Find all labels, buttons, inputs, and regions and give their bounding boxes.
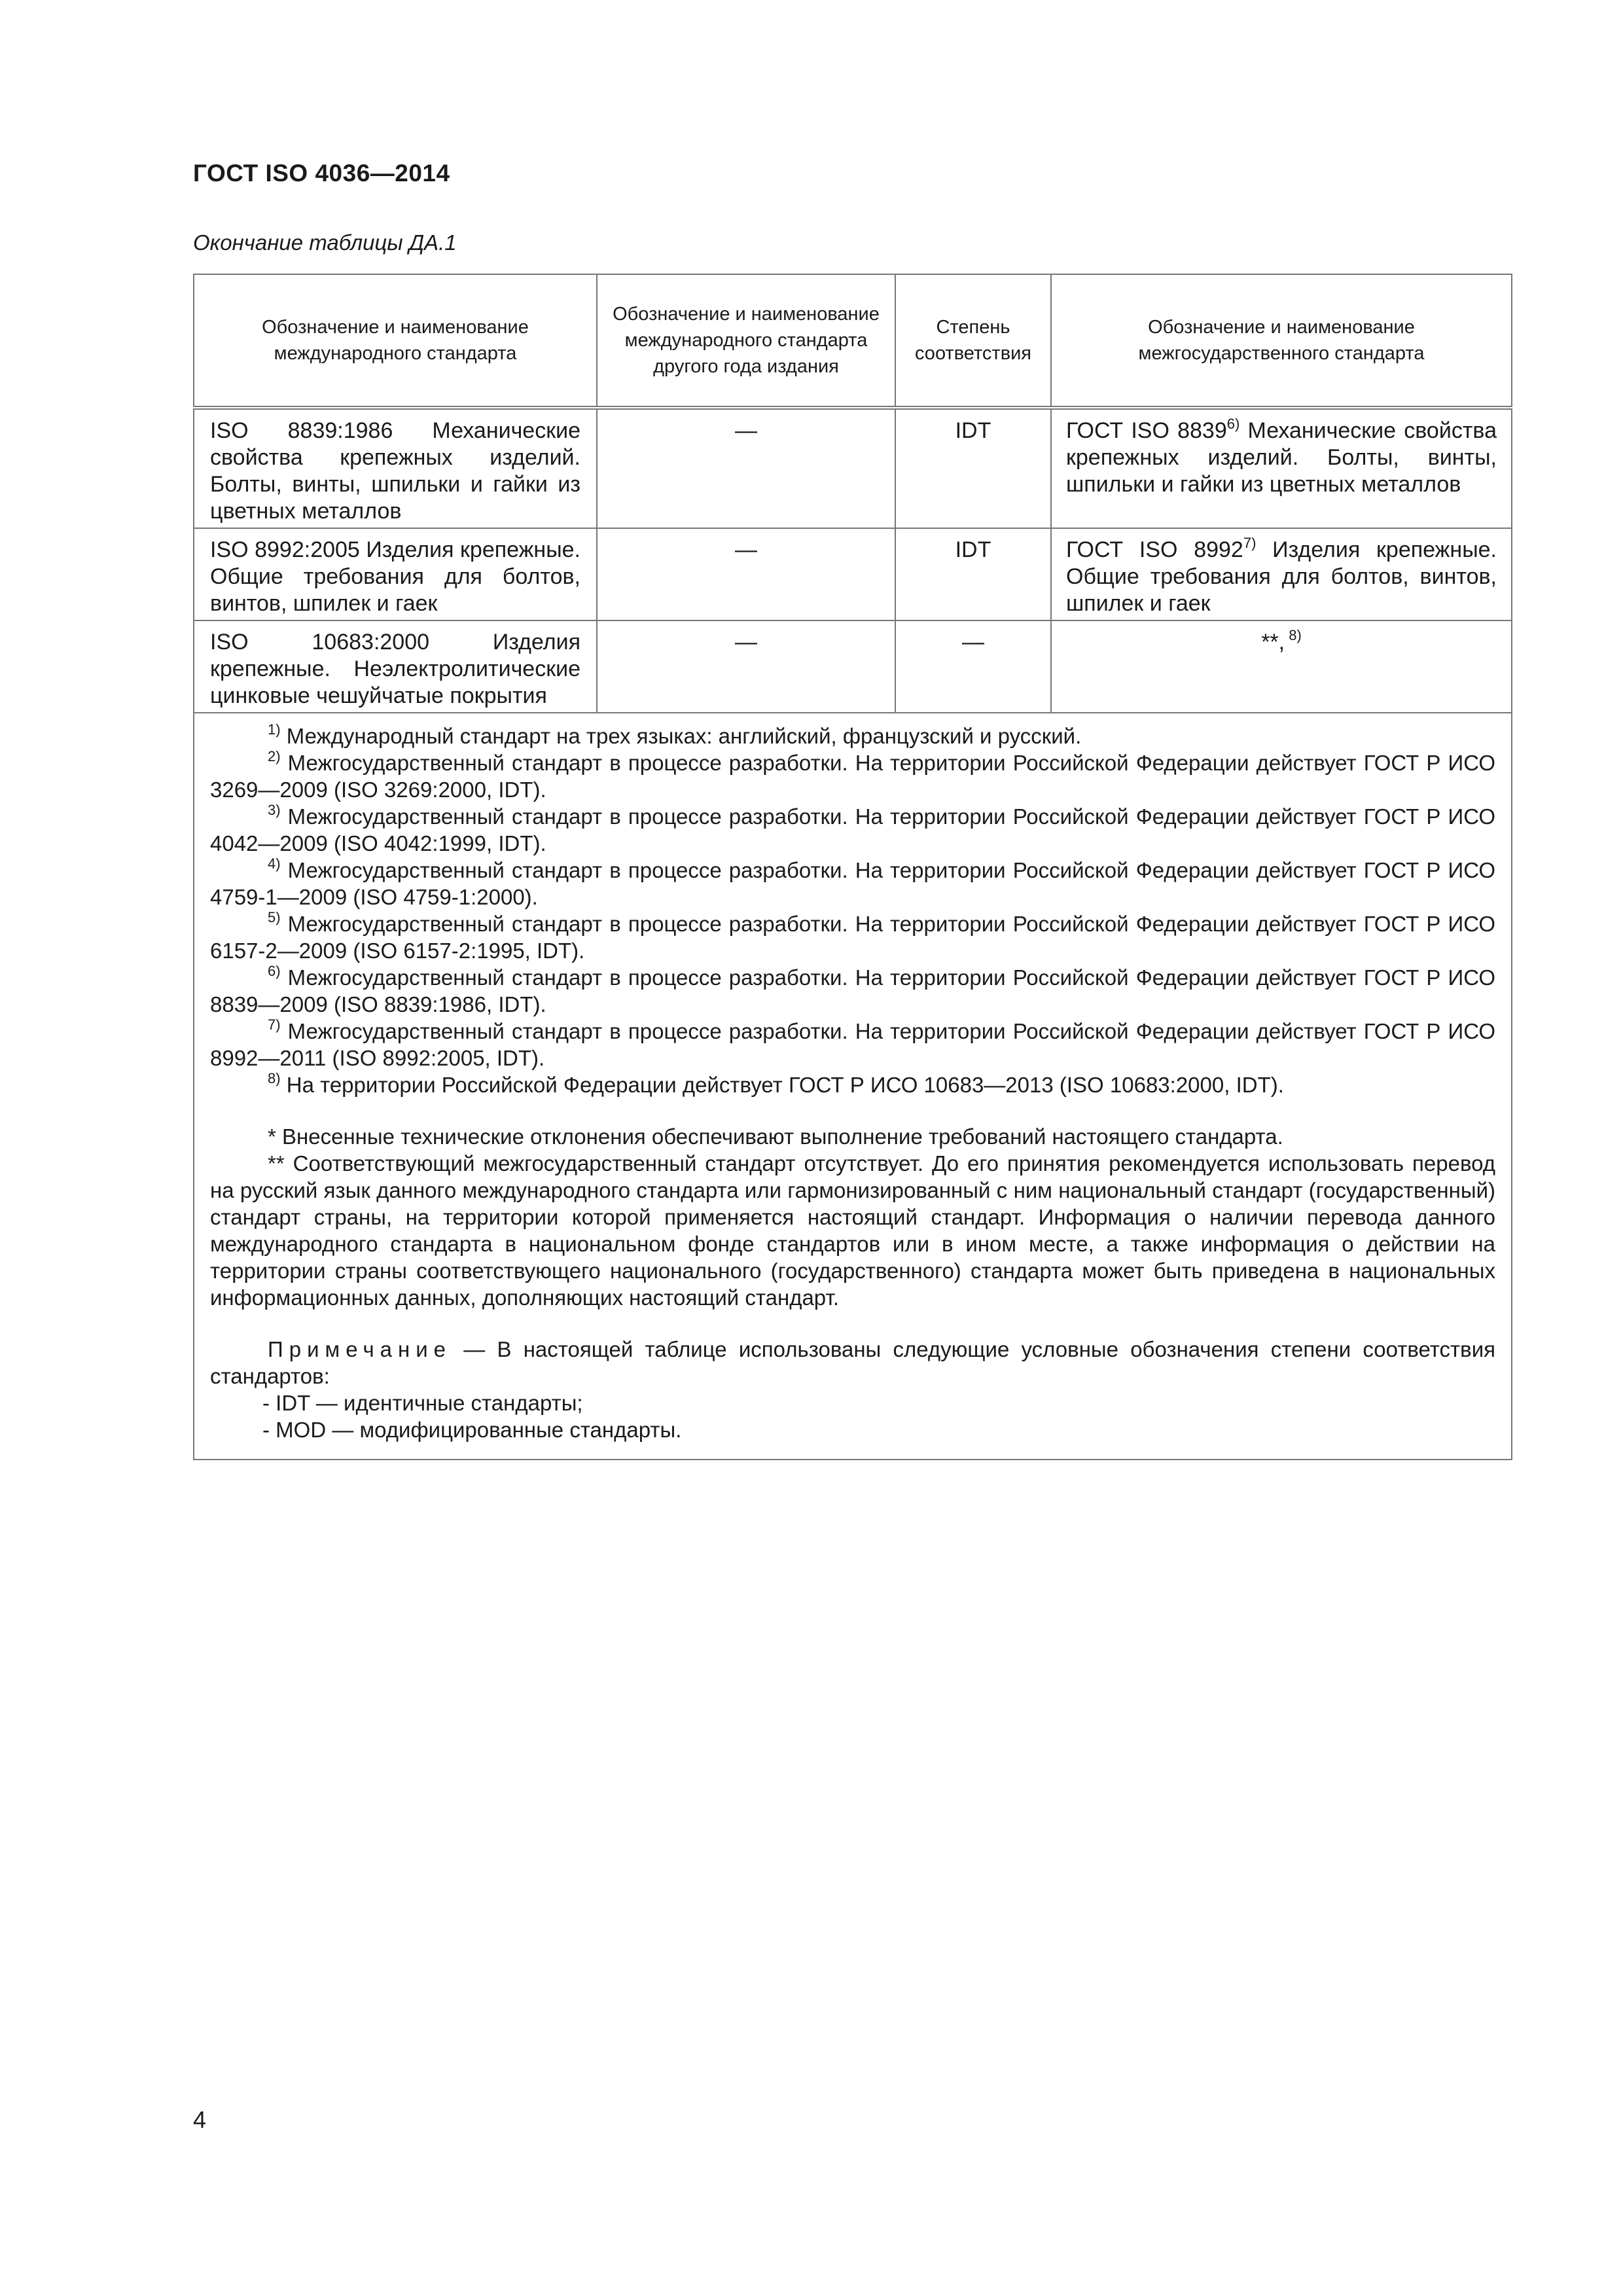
footnote-text: Межгосударственный стандарт в процессе разработки. На территории Российской Федерации действует ГОСТ Р ИСО 3269—2009 (ISO 3269:2000, IDT). (210, 751, 1495, 802)
interstate-code: ГОСТ ISO 8992 (1066, 537, 1243, 562)
interstate-standard-cell (1051, 408, 1512, 528)
footnote (210, 1071, 1495, 1098)
table-row (194, 528, 1512, 620)
footnote-number: 4) (268, 855, 281, 872)
spacer (210, 1098, 1495, 1123)
footnote-number: 1) (268, 721, 281, 738)
note-list-item: - MOD — модифицированные стандарты. (262, 1418, 682, 1442)
document-header: ГОСТ ISO 4036—2014 (193, 160, 450, 187)
footnote (210, 749, 1495, 803)
note-paragraph (210, 1336, 1495, 1390)
footnote-text: Межгосударственный стандарт в процессе разработки. На территории Российской Федерации действует ГОСТ Р ИСО 6157-2—2009 (ISO 6157-2:1995, IDT). (210, 912, 1495, 963)
footnote-text: Межгосударственный стандарт в процессе разработки. На территории Российской Федерации действует ГОСТ Р ИСО 8992—2011 (ISO 8992:2005, IDT). (210, 1019, 1495, 1070)
remark-double-star: ** Соответствующий межгосударственный стандарт отсутствует. До его принятия рекомендуется использовать перевод на русский язык данного международного стандарта или гармонизированный с ним национальный стандарт (государственный) стандарт страны, на территории которой применяется настоящий стандарт. Информация о наличии перевода данного международного стандарта в национальном фонде стандартов или в ином месте, а также информация о действии на территории страны соответствующего национального (государственного) стандарта может быть приведена в национальных информационных данных, дополняющих настоящий стандарт. (210, 1151, 1495, 1310)
footnote (210, 964, 1495, 1018)
footnote-number: 6) (268, 963, 281, 979)
interstate-standard-cell (1051, 528, 1512, 620)
table-notes-cell (194, 713, 1512, 1460)
column-header-interstate: Обозначение и наименование межгосударственного стандарта (1051, 274, 1512, 408)
footnote-number: 5) (268, 909, 281, 925)
intl-standard-cell: ISO 8992:2005 Изделия крепежные. Общие требования для болтов, винтов, шпилек и гаек (194, 528, 597, 620)
footnote-number: 8) (268, 1070, 281, 1086)
intl-standard-cell: ISO 8839:1986 Механические свойства крепежных изделий. Болты, винты, шпильки и гайки из цветных металлов (194, 408, 597, 528)
table-row (194, 620, 1512, 713)
degree-cell: — (895, 620, 1051, 713)
footnote (210, 910, 1495, 964)
column-header-degree: Степень соответствия (895, 274, 1051, 408)
degree-cell: IDT (895, 408, 1051, 528)
interstate-code: ГОСТ ISO 8839 (1066, 418, 1227, 443)
footnote (210, 1018, 1495, 1071)
spacer (210, 1311, 1495, 1336)
correspondence-table (193, 274, 1512, 1460)
footnote-text: На территории Российской Федерации действует ГОСТ Р ИСО 10683—2013 (ISO 10683:2000, IDT). (280, 1073, 1284, 1097)
interstate-title: Механические свойства крепежных изделий. Болты, винты, шпильки и гайки из цветных металлов (1066, 418, 1497, 497)
footnote-ref: 6) (1226, 416, 1240, 432)
table-row (194, 408, 1512, 528)
footnote-text: Межгосударственный стандарт в процессе разработки. На территории Российской Федерации действует ГОСТ Р ИСО 4759-1—2009 (ISO 4759-1:2000). (210, 858, 1495, 909)
degree-cell: IDT (895, 528, 1051, 620)
note-list-item: - IDT — идентичные стандарты; (262, 1391, 583, 1415)
footnote (210, 857, 1495, 910)
footnote-ref: 8) (1285, 627, 1302, 643)
column-header-intl: Обозначение и наименование международного стандарта (194, 274, 597, 408)
intl-standard-cell: ISO 10683:2000 Изделия крепежные. Неэлектролитические цинковые чешуйчатые покрытия (194, 620, 597, 713)
interstate-code: **, (1261, 630, 1285, 655)
other-year-cell: — (597, 620, 895, 713)
footnote (210, 723, 1495, 749)
table-caption: Окончание таблицы ДА.1 (193, 230, 457, 255)
remark-single-star: * Внесенные технические отклонения обеспечивают выполнение требований настоящего стандарта. (268, 1124, 1283, 1149)
column-header-other-year: Обозначение и наименование международного стандарта другого года издания (597, 274, 895, 408)
interstate-standard-cell (1051, 620, 1512, 713)
footnote-number: 7) (268, 1016, 281, 1033)
note-label: Примечание (268, 1337, 452, 1361)
table-header-row (194, 274, 1512, 408)
footnote-text: Международный стандарт на трех языках: английский, французский и русский. (280, 724, 1082, 748)
footnote-number: 3) (268, 802, 281, 818)
footnote-text: Межгосударственный стандарт в процессе разработки. На территории Российской Федерации действует ГОСТ Р ИСО 4042—2009 (ISO 4042:1999, IDT). (210, 804, 1495, 855)
note-text: — В настоящей таблице использованы следующие условные обозначения степени соответствия стандартов: (210, 1337, 1495, 1388)
footnote-number: 2) (268, 748, 281, 764)
other-year-cell: — (597, 528, 895, 620)
footnote-ref: 7) (1243, 535, 1257, 551)
table-notes-row (194, 713, 1512, 1460)
footnote-text: Межгосударственный стандарт в процессе разработки. На территории Российской Федерации действует ГОСТ Р ИСО 8839—2009 (ISO 8839:1986, IDT). (210, 965, 1495, 1016)
page-number: 4 (193, 2106, 207, 2133)
other-year-cell: — (597, 408, 895, 528)
footnote (210, 803, 1495, 857)
interstate-title: Изделия крепежные. Общие требования для болтов, винтов, шпилек и гаек (1066, 537, 1497, 616)
